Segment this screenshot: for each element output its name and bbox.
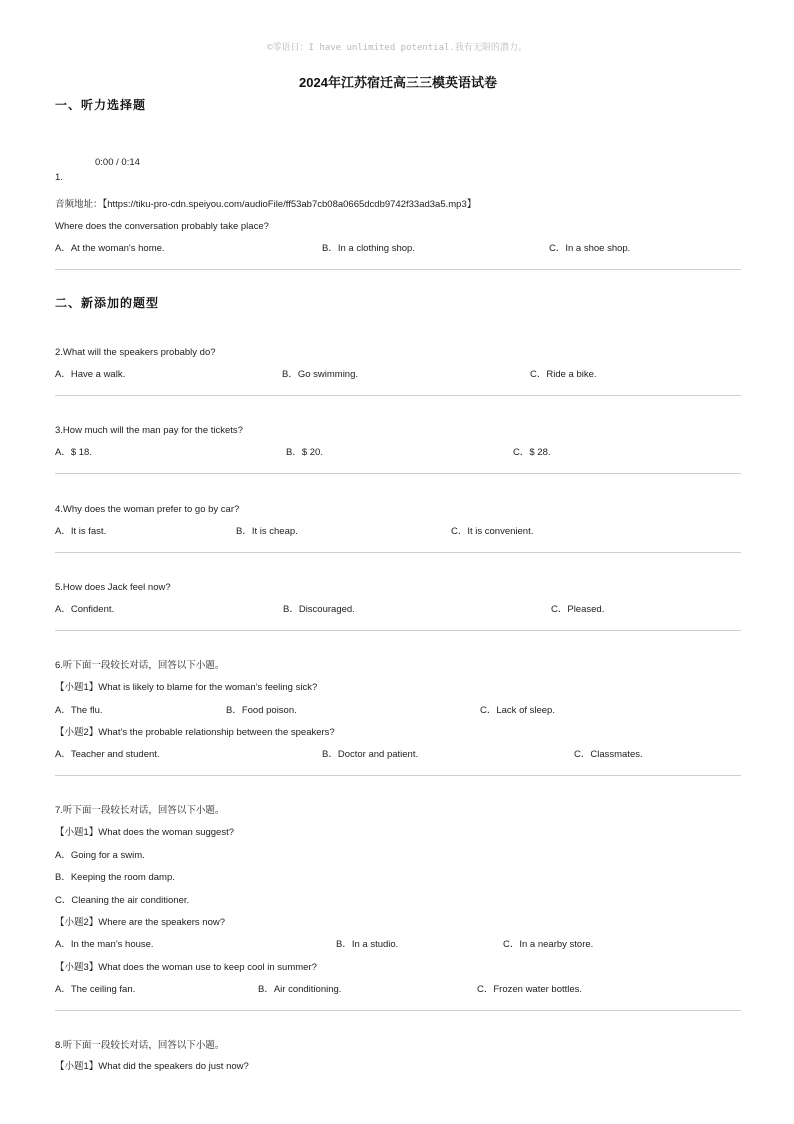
option-c[interactable]: C．In a shoe shop. [549,243,631,254]
option-b[interactable]: B．Food poison. [226,705,297,716]
question-intro: 6.听下面一段较长对话，回答以下小题。 [55,660,225,671]
option-row [55,983,741,996]
option-b[interactable]: B．In a studio. [336,939,399,950]
option-a[interactable]: A．Teacher and student. [55,749,160,760]
divider [55,775,741,776]
divider [55,269,741,270]
exam-title: 2024年江苏宿迁高三三模英语试卷 [299,75,497,90]
question-text: 3.How much will the man pay for the tickets? [55,425,243,436]
divider [55,552,741,553]
option-b[interactable]: B．Doctor and patient. [322,749,419,760]
option-a[interactable]: A．$ 18. [55,447,92,458]
option-c[interactable]: C．Classmates. [574,749,643,760]
option-b[interactable]: B．Keeping the room damp. [55,872,175,883]
option-b[interactable]: B．Discouraged. [283,604,355,615]
divider [55,395,741,396]
option-b[interactable]: B．It is cheap. [236,526,298,537]
audio-url: 音频地址：【https://tiku-pro-cdn.speiyou.com/audioFile/ff53ab7cb08a0665dcdb9742f33ad3a5.mp3】 [55,199,477,210]
option-b[interactable]: B．$ 20. [286,447,323,458]
option-b[interactable]: B．In a clothing shop. [322,243,415,254]
option-row [55,368,741,381]
divider [55,1010,741,1011]
option-row [55,938,741,951]
question-number: 1. [55,172,63,183]
option-b[interactable]: B．Air conditioning. [258,984,342,995]
option-c[interactable]: C．Cleaning the air conditioner. [55,895,190,906]
option-row [55,525,741,538]
question-intro: 7.听下面一段较长对话，回答以下小题。 [55,805,225,816]
option-a[interactable]: A．Going for a swim. [55,850,145,861]
option-row [55,748,741,761]
sub-question: 【小题1】What does the woman suggest? [55,827,235,838]
option-c[interactable]: C．Frozen water bottles. [477,984,583,995]
option-a[interactable]: A．At the woman's home. [55,243,165,254]
sub-question: 【小题2】Where are the speakers now? [55,917,226,928]
option-c[interactable]: C．It is convenient. [451,526,534,537]
option-c[interactable]: C．$ 28. [513,447,551,458]
option-row [55,446,741,459]
question-text: 5.How does Jack feel now? [55,582,171,593]
option-row [55,704,741,717]
option-a[interactable]: A．The ceiling fan. [55,984,136,995]
question-text: Where does the conversation probably take place? [55,221,269,232]
question-intro: 8.听下面一段较长对话，回答以下小题。 [55,1040,225,1051]
option-c[interactable]: C．In a nearby store. [503,939,594,950]
question-text: 4.Why does the woman prefer to go by car? [55,504,240,515]
section-heading-listening: 一、听力选择题 [55,98,147,112]
option-row [55,603,741,616]
option-a[interactable]: A．Confident. [55,604,115,615]
sub-question: 【小题2】What’s the probable relationship between the speakers? [55,727,335,738]
option-a[interactable]: A．The flu. [55,705,103,716]
divider [55,630,741,631]
exam-page [55,72,741,92]
option-a[interactable]: A．In the man’s house. [55,939,154,950]
divider [55,473,741,474]
option-a[interactable]: A．Have a walk. [55,369,126,380]
sub-question: 【小题1】What did the speakers do just now? [55,1061,249,1072]
option-a[interactable]: A．It is fast. [55,526,107,537]
section-heading-new: 二、新添加的题型 [55,296,160,310]
audio-player-time[interactable]: 0:00 / 0:14 [95,157,140,168]
watermark: ©零语日：I have unlimited potential.我有无限的潜力。 [267,43,527,53]
option-row [55,242,741,255]
option-b[interactable]: B．Go swimming. [282,369,359,380]
sub-question: 【小题1】What is likely to blame for the woman’s feeling sick? [55,682,318,693]
question-text: 2.What will the speakers probably do? [55,347,216,358]
sub-question: 【小题3】What does the woman use to keep cool in summer? [55,962,317,973]
option-c[interactable]: C．Pleased. [551,604,605,615]
option-c[interactable]: C．Ride a bike. [530,369,597,380]
option-c[interactable]: C．Lack of sleep. [480,705,555,716]
